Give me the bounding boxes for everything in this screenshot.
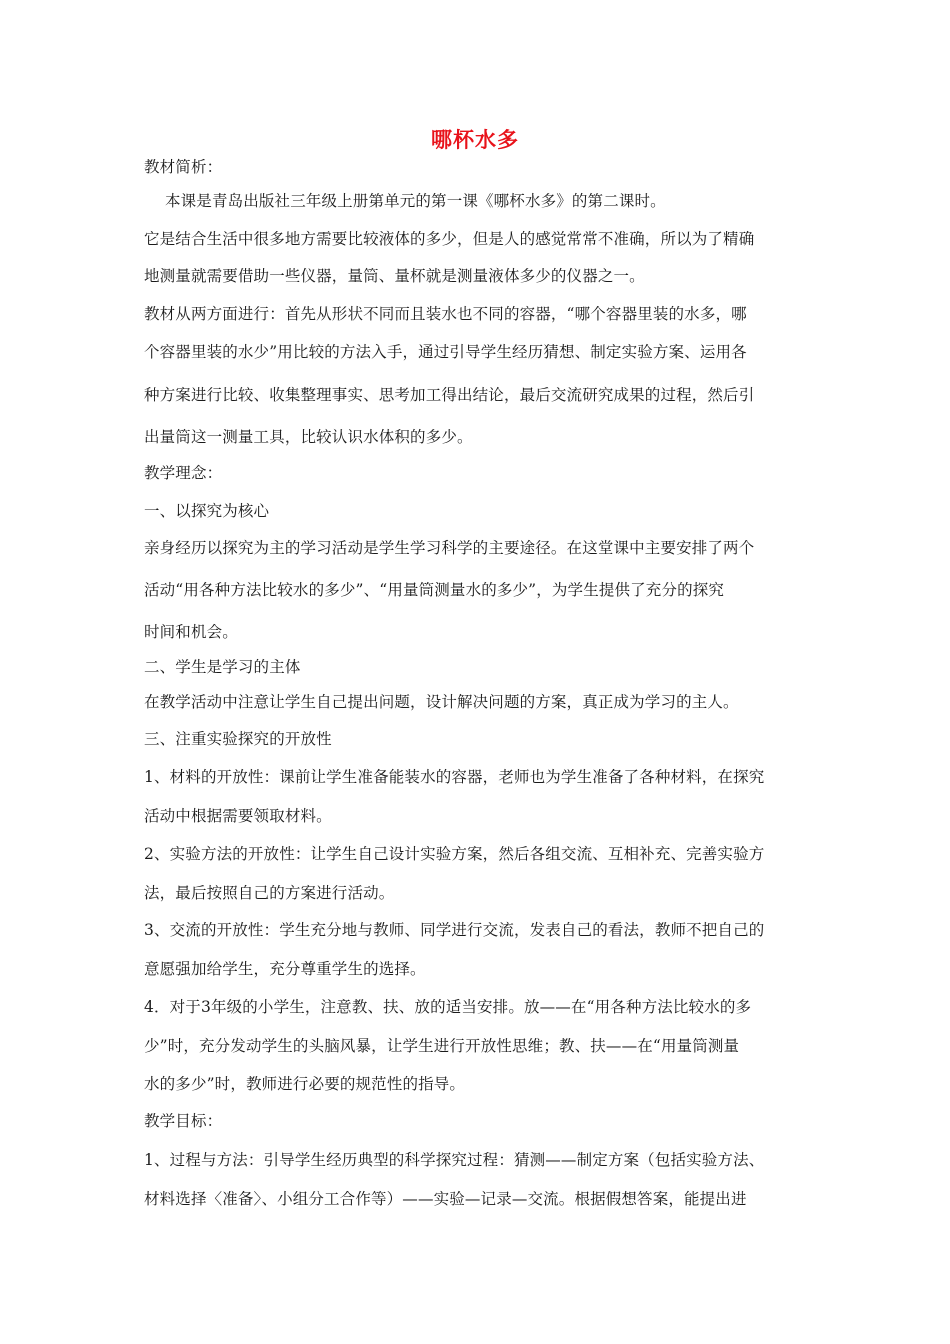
paragraph-line: 它是结合生活中很多地方需要比较液体的多少，但是人的感觉常常不准确，所以为了精确 (144, 230, 755, 248)
paragraph-line: 材料选择〈准备〉、小组分工合作等）——实验—记录—交流。根据假想答案，能提出进 (144, 1190, 747, 1208)
paragraph-line: 活动中根据需要领取材料。 (144, 807, 332, 825)
document-title: 哪杯水多 (431, 128, 519, 152)
section-heading-teaching-philosophy: 教学理念： (144, 464, 223, 482)
paragraph-line: 时间和机会。 (144, 623, 238, 641)
subheading-line: 三、注重实验探究的开放性 (144, 730, 332, 748)
paragraph-line: 出量筒这一测量工具，比较认识水体积的多少。 (144, 428, 473, 446)
paragraph-line: 在教学活动中注意让学生自己提出问题，设计解决问题的方案，真正成为学习的主人。 (144, 693, 739, 711)
paragraph-line: 3、交流的开放性：学生充分地与教师、同学进行交流，发表自己的看法，教师不把自己的 (144, 921, 765, 939)
paragraph-line: 1、材料的开放性：课前让学生准备能装水的容器，老师也为学生准备了各种材料，在探究 (144, 768, 765, 786)
subheading-line: 二、学生是学习的主体 (144, 658, 301, 676)
paragraph-line: 地测量就需要借助一些仪器，量筒、量杯就是测量液体多少的仪器之一。 (144, 267, 645, 285)
paragraph-line: 教材从两方面进行：首先从形状不同而且装水也不同的容器，“哪个容器里装的水多，哪 (144, 305, 747, 323)
paragraph-line: 4．对于3年级的小学生，注意教、扶、放的适当安排。放——在“用各种方法比较水的多 (144, 998, 752, 1016)
paragraph-line: 种方案进行比较、收集整理事实、思考加工得出结论，最后交流研究成果的过程，然后引 (144, 386, 755, 404)
section-heading-textbook-analysis: 教材简析： (144, 158, 223, 176)
paragraph-line: 水的多少”时，教师进行必要的规范性的指导。 (144, 1075, 466, 1093)
paragraph-line: 法，最后按照自己的方案进行活动。 (144, 884, 395, 902)
paragraph-line: 2、实验方法的开放性：让学生自己设计实验方案，然后各组交流、互相补充、完善实验方 (144, 845, 765, 863)
subheading-line: 一、以探究为核心 (144, 502, 270, 520)
paragraph-line: 1、过程与方法：引导学生经历典型的科学探究过程：猜测——制定方案（包括实验方法、 (144, 1151, 765, 1169)
paragraph-line: 活动“用各种方法比较水的多少”、“用量筒测量水的多少”，为学生提供了充分的探究 (144, 581, 725, 599)
paragraph-line: 少”时，充分发动学生的头脑风暴，让学生进行开放性思维；教、扶——在“用量筒测量 (144, 1037, 740, 1055)
paragraph-line: 意愿强加给学生，充分尊重学生的选择。 (144, 960, 426, 978)
paragraph-line: 亲身经历以探究为主的学习活动是学生学习科学的主要途径。在这堂课中主要安排了两个 (144, 539, 755, 557)
section-heading-teaching-objectives: 教学目标： (144, 1112, 223, 1130)
paragraph-line: 本课是青岛出版社三年级上册第单元的第一课《哪杯水多》的第二课时。 (165, 192, 666, 210)
paragraph-line: 个容器里装的水少”用比较的方法入手，通过引导学生经历猜想、制定实验方案、运用各 (144, 343, 747, 361)
